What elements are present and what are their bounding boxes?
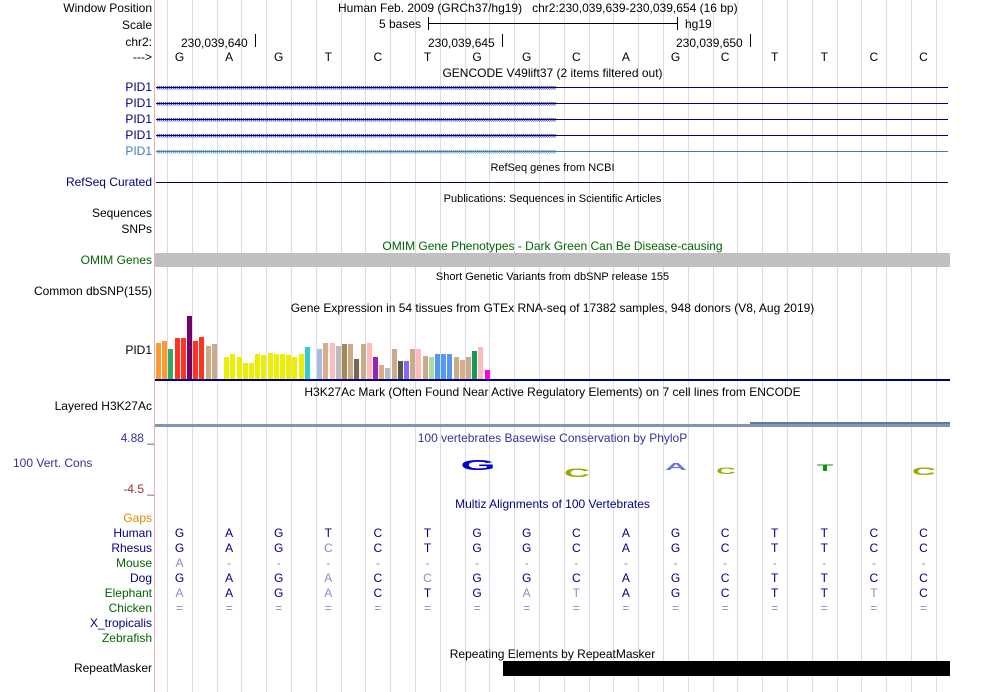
gtex-tissue-bar[interactable]: [367, 343, 372, 379]
multiz-base: G: [472, 571, 482, 585]
phylop-logo-glyph[interactable]: C: [912, 466, 936, 478]
repeatmasker-track-title[interactable]: Repeating Elements by RepeatMasker: [449, 647, 656, 661]
phylop-logo-glyph[interactable]: T: [816, 463, 834, 473]
gtex-tissue-bar[interactable]: [404, 361, 409, 379]
ruler-tick: [255, 34, 256, 47]
gtex-tissue-bar[interactable]: [460, 360, 465, 379]
multiz-species-label[interactable]: Elephant: [104, 586, 152, 600]
multiz-base: -: [425, 556, 430, 570]
gtex-tissue-bar[interactable]: [416, 349, 421, 379]
multiz-base: G: [274, 571, 284, 585]
multiz-base: C: [919, 541, 928, 555]
h3k27ac-label[interactable]: Layered H3K27Ac: [54, 399, 152, 413]
gtex-baseline: [155, 379, 950, 381]
scale-bar-left-cap: [428, 17, 429, 30]
gtex-tissue-bar[interactable]: [398, 361, 403, 379]
gencode-transcript-label[interactable]: PID1: [125, 80, 152, 94]
assembly-label: hg19: [685, 17, 712, 31]
multiz-base: -: [673, 556, 678, 570]
multiz-base: C: [869, 526, 879, 540]
gencode-track-title[interactable]: GENCODE V49lift37 (2 items filtered out): [442, 66, 663, 80]
multiz-base: C: [919, 586, 928, 600]
multiz-base: T: [771, 586, 779, 600]
gtex-tissue-bar[interactable]: [230, 354, 235, 379]
sequence-base: G: [670, 50, 681, 64]
dbsnp-track-title[interactable]: Short Genetic Variants from dbSNP release 155: [435, 271, 670, 283]
sequence-base: G: [274, 50, 284, 64]
gencode-strand-arrows: ‹‹‹‹‹‹‹‹‹‹‹‹‹‹‹‹‹‹‹‹‹‹‹‹‹‹‹‹‹‹‹‹‹‹‹‹‹‹‹‹‹‹‹‹‹‹‹‹‹‹‹‹‹‹‹‹‹‹‹‹‹‹‹‹‹‹‹‹‹‹‹‹‹‹‹‹‹‹‹‹‹‹‹‹‹‹‹‹‹‹‹‹‹‹‹‹‹‹‹‹‹‹‹‹‹‹‹‹‹‹‹‹‹‹‹‹‹‹‹‹‹‹‹‹‹‹‹‹‹‹‹‹‹‹‹‹‹‹‹‹‹‹‹‹‹‹‹‹‹‹‹‹‹‹‹‹‹‹‹‹‹‹‹‹‹‹‹‹‹‹‹‹‹‹‹‹‹‹‹‹‹‹‹‹‹‹‹‹‹‹‹‹‹‹‹‹‹‹‹‹: [156, 146, 556, 156]
window-title: Human Feb. 2009 (GRCh37/hg19) chr2:230,039,639-230,039,654 (16 bp): [338, 1, 738, 15]
gtex-tissue-bar[interactable]: [385, 368, 390, 379]
multiz-base: A: [324, 571, 333, 585]
multiz-base: G: [274, 541, 284, 555]
multiz-base: -: [772, 556, 777, 570]
multiz-base: C: [373, 571, 383, 585]
multiz-base: A: [175, 586, 184, 600]
gtex-tissue-bar[interactable]: [199, 337, 204, 379]
gtex-bar-chart[interactable]: [155, 316, 535, 379]
multiz-base: -: [326, 556, 331, 570]
phylop-min-label: -4.5 _: [123, 482, 154, 496]
h3k27ac-signal-peak[interactable]: [750, 422, 950, 424]
multiz-base: C: [869, 571, 879, 585]
gtex-tissue-bar[interactable]: [485, 370, 490, 379]
gtex-tissue-bar[interactable]: [361, 344, 366, 379]
multiz-base: T: [771, 571, 779, 585]
multiz-base: C: [571, 571, 581, 585]
multiz-base: T: [820, 541, 828, 555]
multiz-base: C: [571, 526, 581, 540]
multiz-base: A: [225, 586, 234, 600]
gtex-tissue-bar[interactable]: [181, 338, 186, 379]
sequence-base: T: [820, 50, 828, 64]
multiz-base: G: [670, 541, 681, 555]
multiz-base: =: [225, 601, 233, 615]
sequence-base: C: [919, 50, 928, 64]
gtex-tissue-bar[interactable]: [392, 349, 397, 379]
gencode-strand-arrows: ‹‹‹‹‹‹‹‹‹‹‹‹‹‹‹‹‹‹‹‹‹‹‹‹‹‹‹‹‹‹‹‹‹‹‹‹‹‹‹‹‹‹‹‹‹‹‹‹‹‹‹‹‹‹‹‹‹‹‹‹‹‹‹‹‹‹‹‹‹‹‹‹‹‹‹‹‹‹‹‹‹‹‹‹‹‹‹‹‹‹‹‹‹‹‹‹‹‹‹‹‹‹‹‹‹‹‹‹‹‹‹‹‹‹‹‹‹‹‹‹‹‹‹‹‹‹‹‹‹‹‹‹‹‹‹‹‹‹‹‹‹‹‹‹‹‹‹‹‹‹‹‹‹‹‹‹‹‹‹‹‹‹‹‹‹‹‹‹‹‹‹‹‹‹‹‹‹‹‹‹‹‹‹‹‹‹‹‹‹‹‹‹‹‹‹‹‹‹‹‹: [156, 98, 556, 108]
multiz-base: -: [227, 556, 232, 570]
publications-sequences-label[interactable]: Sequences: [91, 206, 152, 220]
sequence-base: T: [423, 50, 432, 64]
multiz-base: A: [225, 541, 234, 555]
sequence-base: T: [324, 50, 332, 64]
multiz-species-label[interactable]: Dog: [129, 571, 152, 585]
gencode-transcript-label[interactable]: PID1: [125, 144, 152, 158]
gtex-tissue-bar[interactable]: [323, 343, 328, 379]
gtex-tissue-bar[interactable]: [212, 344, 217, 379]
multiz-base: A: [225, 526, 234, 540]
multiz-base: T: [324, 526, 332, 540]
multiz-base: C: [720, 541, 730, 555]
multiz-base: -: [871, 556, 876, 570]
multiz-base: G: [174, 526, 185, 540]
gtex-tissue-bar[interactable]: [336, 346, 341, 379]
multiz-base: -: [375, 556, 380, 570]
scale-text: 5 bases: [379, 17, 422, 31]
gtex-tissue-bar[interactable]: [162, 341, 167, 379]
gtex-tissue-bar[interactable]: [373, 357, 378, 379]
gtex-tissue-bar[interactable]: [466, 357, 471, 379]
multiz-base: G: [472, 586, 482, 600]
multiz-base: T: [820, 586, 828, 600]
multiz-base: T: [572, 586, 580, 600]
window-position-label[interactable]: Window Position: [63, 1, 152, 15]
h3k27ac-track-title[interactable]: H3K27Ac Mark (Often Found Near Active Regulatory Elements) on 7 cell lines from ENCODE: [304, 385, 801, 399]
multiz-base: =: [324, 601, 332, 615]
multiz-base: C: [869, 541, 879, 555]
multiz-base: C: [720, 586, 730, 600]
multiz-base: G: [472, 526, 482, 540]
multiz-base: C: [720, 571, 730, 585]
multiz-base: A: [225, 571, 234, 585]
gtex-tissue-bar[interactable]: [156, 343, 161, 379]
omim-feature-bar[interactable]: [155, 253, 950, 267]
scale-bar-right-cap: [677, 17, 678, 30]
gtex-tissue-bar[interactable]: [175, 338, 180, 379]
gtex-tissue-bar[interactable]: [423, 356, 428, 379]
sequence-base: C: [373, 50, 383, 64]
multiz-base: =: [523, 601, 531, 615]
multiz-base: T: [820, 571, 828, 585]
ruler-tick-label: 230,039,640: [181, 36, 248, 50]
gtex-tissue-bar[interactable]: [330, 343, 335, 379]
ruler-tick: [750, 34, 751, 47]
phylop-logo-glyph[interactable]: C: [715, 466, 736, 476]
gtex-tissue-bar[interactable]: [478, 347, 483, 379]
sequence-base: A: [621, 50, 630, 64]
multiz-base: -: [475, 556, 480, 570]
repeatmasker-feature[interactable]: [503, 661, 950, 676]
publications-track-title[interactable]: Publications: Sequences in Scientific Articles: [443, 193, 662, 205]
gtex-tissue-bar[interactable]: [454, 357, 459, 379]
refseq-gene-line[interactable]: [156, 182, 948, 183]
ruler-tick: [502, 34, 503, 47]
gtex-tissue-bar[interactable]: [187, 316, 192, 379]
multiz-base: A: [522, 586, 531, 600]
multiz-base: =: [275, 601, 283, 615]
gtex-tissue-bar[interactable]: [317, 349, 322, 379]
multiz-base: C: [919, 526, 928, 540]
multiz-base: =: [919, 601, 927, 615]
gtex-tissue-bar[interactable]: [268, 353, 273, 379]
multiz-base: -: [276, 556, 281, 570]
multiz-base: =: [721, 601, 729, 615]
multiz-base: C: [720, 526, 730, 540]
gtex-tissue-bar[interactable]: [286, 355, 291, 379]
strand-label[interactable]: --->: [133, 50, 152, 64]
gtex-tissue-bar[interactable]: [292, 357, 297, 379]
gtex-tissue-bar[interactable]: [447, 354, 452, 379]
multiz-base: A: [621, 526, 630, 540]
multiz-base: G: [174, 571, 185, 585]
multiz-gaps-label[interactable]: Gaps: [123, 511, 152, 525]
multiz-species-label[interactable]: Chicken: [108, 601, 152, 615]
sequence-base: C: [869, 50, 879, 64]
multiz-base: G: [670, 586, 681, 600]
multiz-base: =: [820, 601, 828, 615]
gtex-tissue-bar[interactable]: [255, 354, 260, 379]
gtex-tissue-bar[interactable]: [274, 354, 279, 379]
multiz-base: =: [572, 601, 580, 615]
multiz-base: =: [175, 601, 183, 615]
multiz-base: T: [771, 541, 779, 555]
phylop-max-label: 4.88 _: [120, 431, 154, 445]
gtex-tissue-bar[interactable]: [193, 341, 198, 379]
multiz-base: -: [921, 556, 926, 570]
multiz-species-label[interactable]: Human: [113, 526, 152, 540]
gtex-tissue-bar[interactable]: [243, 363, 248, 379]
sequence-base: T: [771, 50, 779, 64]
multiz-base: G: [472, 541, 482, 555]
gencode-transcript-label[interactable]: PID1: [125, 96, 152, 110]
multiz-base: C: [373, 586, 383, 600]
refseq-track-title[interactable]: RefSeq genes from NCBI: [490, 162, 615, 174]
multiz-base: =: [671, 601, 679, 615]
multiz-species-label[interactable]: Rhesus: [111, 541, 152, 555]
multiz-base: G: [174, 541, 185, 555]
multiz-base: T: [870, 586, 878, 600]
multiz-base: T: [423, 541, 432, 555]
multiz-base: T: [423, 526, 432, 540]
gtex-tissue-bar[interactable]: [305, 347, 310, 379]
multiz-base: C: [919, 571, 928, 585]
multiz-base: A: [621, 586, 630, 600]
multiz-base: G: [522, 541, 532, 555]
gencode-strand-arrows: ‹‹‹‹‹‹‹‹‹‹‹‹‹‹‹‹‹‹‹‹‹‹‹‹‹‹‹‹‹‹‹‹‹‹‹‹‹‹‹‹‹‹‹‹‹‹‹‹‹‹‹‹‹‹‹‹‹‹‹‹‹‹‹‹‹‹‹‹‹‹‹‹‹‹‹‹‹‹‹‹‹‹‹‹‹‹‹‹‹‹‹‹‹‹‹‹‹‹‹‹‹‹‹‹‹‹‹‹‹‹‹‹‹‹‹‹‹‹‹‹‹‹‹‹‹‹‹‹‹‹‹‹‹‹‹‹‹‹‹‹‹‹‹‹‹‹‹‹‹‹‹‹‹‹‹‹‹‹‹‹‹‹‹‹‹‹‹‹‹‹‹‹‹‹‹‹‹‹‹‹‹‹‹‹‹‹‹‹‹‹‹‹‹‹‹‹‹‹‹‹: [156, 130, 556, 140]
multiz-base: =: [473, 601, 481, 615]
ruler-tick-label: 230,039,645: [428, 36, 495, 50]
gtex-tissue-bar[interactable]: [206, 346, 211, 379]
chrom-label[interactable]: chr2:: [125, 35, 152, 49]
gencode-transcript-label[interactable]: PID1: [125, 112, 152, 126]
multiz-base: G: [670, 526, 681, 540]
multiz-base: =: [771, 601, 779, 615]
multiz-base: A: [621, 541, 630, 555]
h3k27ac-signal[interactable]: [155, 424, 950, 427]
gtex-tissue-bar[interactable]: [299, 354, 304, 379]
multiz-base: =: [374, 601, 382, 615]
omim-label[interactable]: OMIM Genes: [80, 253, 152, 267]
multiz-base: -: [723, 556, 728, 570]
publications-snps-label[interactable]: SNPs: [121, 222, 152, 236]
gtex-tissue-bar[interactable]: [237, 357, 242, 379]
multiz-base: C: [571, 541, 581, 555]
multiz-base: G: [274, 586, 284, 600]
gtex-tissue-bar[interactable]: [342, 344, 347, 379]
multiz-base: -: [574, 556, 579, 570]
sequence-base: C: [571, 50, 581, 64]
sequence-base: G: [174, 50, 185, 64]
refseq-label[interactable]: RefSeq Curated: [65, 175, 152, 189]
sequence-base: C: [720, 50, 730, 64]
gtex-tissue-bar[interactable]: [168, 349, 173, 379]
gtex-tissue-bar[interactable]: [429, 357, 434, 379]
multiz-base: =: [870, 601, 878, 615]
gtex-tissue-bar[interactable]: [441, 354, 446, 379]
gtex-tissue-bar[interactable]: [354, 359, 359, 379]
ruler-tick-label: 230,039,650: [676, 36, 743, 50]
phylop-label[interactable]: 100 Vert. Cons: [13, 456, 93, 470]
phylop-logo-glyph[interactable]: G: [460, 457, 496, 474]
omim-track-title[interactable]: OMIM Gene Phenotypes - Dark Green Can Be Disease-causing: [382, 239, 723, 253]
gtex-tissue-bar[interactable]: [348, 344, 353, 379]
multiz-base: -: [524, 556, 529, 570]
multiz-base: G: [522, 526, 532, 540]
sequence-base: G: [522, 50, 532, 64]
multiz-base: C: [373, 541, 383, 555]
multiz-base: T: [771, 526, 779, 540]
dbsnp-label[interactable]: Common dbSNP(155): [33, 284, 152, 298]
multiz-base: T: [820, 526, 828, 540]
multiz-base: G: [522, 571, 532, 585]
gtex-tissue-bar[interactable]: [472, 351, 477, 379]
sequence-base: G: [472, 50, 482, 64]
multiz-base: =: [423, 601, 431, 615]
gtex-tissue-bar[interactable]: [435, 354, 440, 379]
gtex-track-title[interactable]: Gene Expression in 54 tissues from GTEx RNA-seq of 17382 samples, 948 donors (V8, Aug 2019): [290, 301, 815, 315]
scale-label[interactable]: Scale: [121, 18, 152, 32]
multiz-base: C: [323, 541, 333, 555]
gtex-label[interactable]: PID1: [125, 343, 152, 357]
multiz-species-label[interactable]: Mouse: [115, 556, 152, 570]
gencode-transcript-label[interactable]: PID1: [125, 128, 152, 142]
gtex-tissue-bar[interactable]: [280, 354, 285, 379]
multiz-base: A: [324, 586, 333, 600]
multiz-base: =: [622, 601, 630, 615]
multiz-base: A: [175, 556, 184, 570]
multiz-species-label[interactable]: Zebrafish: [101, 631, 152, 645]
multiz-track-title[interactable]: Multiz Alignments of 100 Vertebrates: [455, 497, 650, 511]
gtex-tissue-bar[interactable]: [249, 363, 254, 379]
gencode-strand-arrows: ‹‹‹‹‹‹‹‹‹‹‹‹‹‹‹‹‹‹‹‹‹‹‹‹‹‹‹‹‹‹‹‹‹‹‹‹‹‹‹‹‹‹‹‹‹‹‹‹‹‹‹‹‹‹‹‹‹‹‹‹‹‹‹‹‹‹‹‹‹‹‹‹‹‹‹‹‹‹‹‹‹‹‹‹‹‹‹‹‹‹‹‹‹‹‹‹‹‹‹‹‹‹‹‹‹‹‹‹‹‹‹‹‹‹‹‹‹‹‹‹‹‹‹‹‹‹‹‹‹‹‹‹‹‹‹‹‹‹‹‹‹‹‹‹‹‹‹‹‹‹‹‹‹‹‹‹‹‹‹‹‹‹‹‹‹‹‹‹‹‹‹‹‹‹‹‹‹‹‹‹‹‹‹‹‹‹‹‹‹‹‹‹‹‹‹‹‹‹‹‹: [156, 114, 556, 124]
gtex-tissue-bar[interactable]: [261, 355, 266, 379]
gtex-tissue-bar[interactable]: [224, 357, 229, 379]
scale-bar: [428, 23, 677, 24]
multiz-base: G: [274, 526, 284, 540]
multiz-base: A: [621, 571, 630, 585]
phylop-track-title[interactable]: 100 vertebrates Basewise Conservation by PhyloP: [417, 431, 688, 445]
gtex-tissue-bar[interactable]: [410, 349, 415, 379]
multiz-species-label[interactable]: X_tropicalis: [89, 616, 152, 630]
multiz-base: C: [373, 526, 383, 540]
phylop-logo-glyph[interactable]: C: [563, 466, 590, 480]
sequence-base: A: [225, 50, 234, 64]
gtex-tissue-bar[interactable]: [379, 365, 384, 379]
multiz-base: -: [822, 556, 827, 570]
gencode-strand-arrows: ‹‹‹‹‹‹‹‹‹‹‹‹‹‹‹‹‹‹‹‹‹‹‹‹‹‹‹‹‹‹‹‹‹‹‹‹‹‹‹‹‹‹‹‹‹‹‹‹‹‹‹‹‹‹‹‹‹‹‹‹‹‹‹‹‹‹‹‹‹‹‹‹‹‹‹‹‹‹‹‹‹‹‹‹‹‹‹‹‹‹‹‹‹‹‹‹‹‹‹‹‹‹‹‹‹‹‹‹‹‹‹‹‹‹‹‹‹‹‹‹‹‹‹‹‹‹‹‹‹‹‹‹‹‹‹‹‹‹‹‹‹‹‹‹‹‹‹‹‹‹‹‹‹‹‹‹‹‹‹‹‹‹‹‹‹‹‹‹‹‹‹‹‹‹‹‹‹‹‹‹‹‹‹‹‹‹‹‹‹‹‹‹‹‹‹‹‹‹‹‹: [156, 82, 556, 92]
multiz-base: T: [423, 586, 432, 600]
multiz-base: -: [623, 556, 628, 570]
multiz-base: C: [423, 571, 432, 585]
repeatmasker-label[interactable]: RepeatMasker: [73, 661, 152, 675]
phylop-logo-glyph[interactable]: A: [665, 462, 687, 473]
multiz-base: G: [670, 571, 681, 585]
